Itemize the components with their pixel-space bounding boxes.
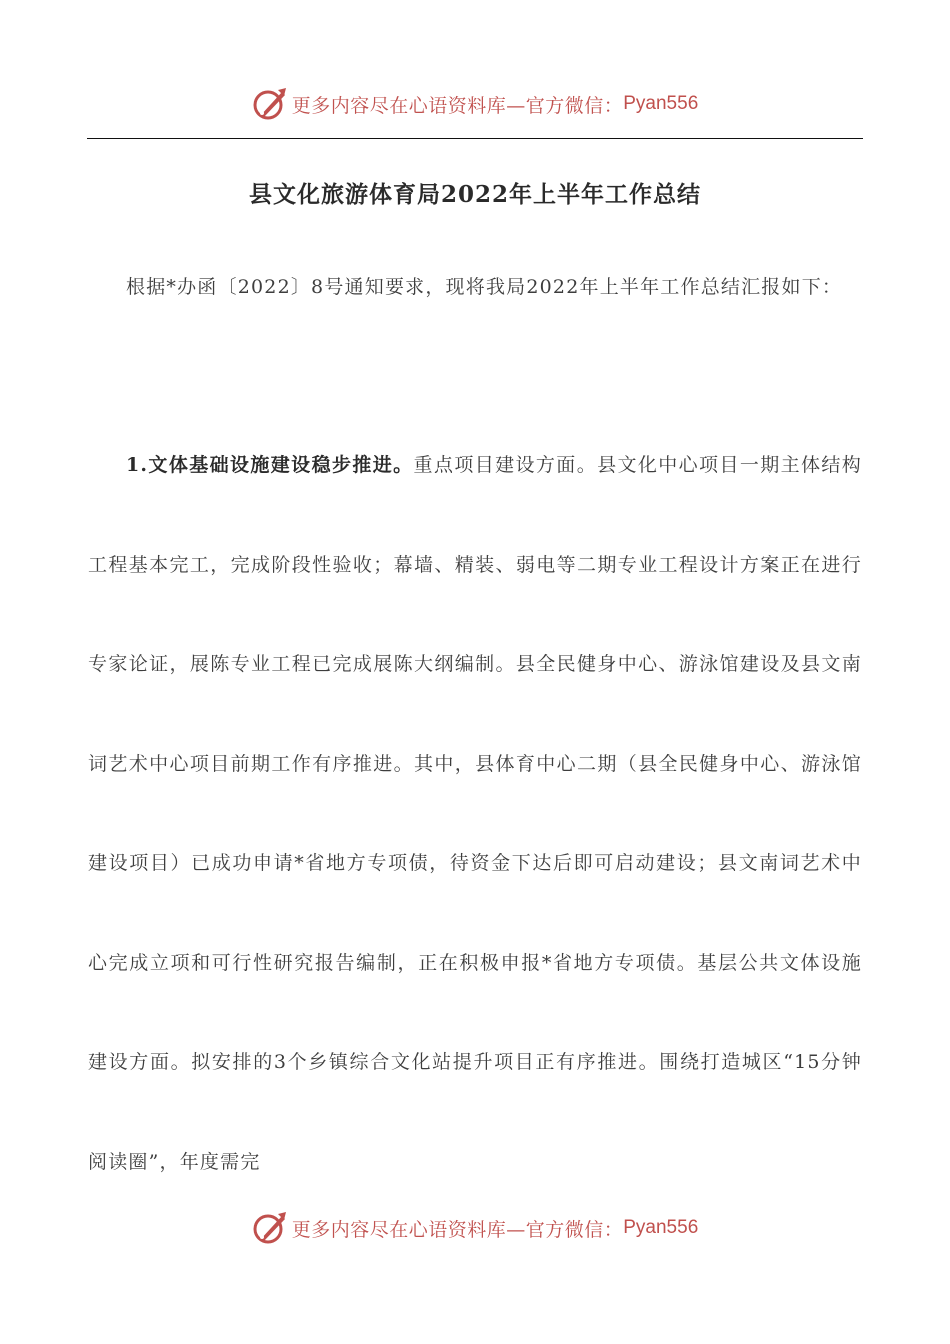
watermark-wechat-handle: Pyan556	[623, 1217, 699, 1238]
section-1-paragraph	[88, 416, 862, 1212]
document-title: 县文化旅游体育局2022年上半年工作总结	[248, 181, 701, 208]
quill-circle-logo-icon	[252, 86, 288, 122]
watermark-promo-text: 更多内容尽在心语资料库—官方微信：	[291, 1218, 624, 1241]
watermark-wechat-handle: Pyan556	[623, 93, 699, 114]
header-divider	[87, 138, 863, 139]
watermark-promo-text: 更多内容尽在心语资料库—官方微信：	[291, 94, 624, 117]
footer-watermark-banner	[0, 1206, 950, 1250]
section-1-body: 重点项目建设方面。县文化中心项目一期主体结构工程基本完工，完成阶段性验收；幕墙、精装、弱电等二期专业工程设计方案正在进行专家论证，展陈专业工程已完成展陈大纲编制。县全民健身中心、游泳馆建设及县文南词艺术中心项目前期工作有序推进。其中，县体育中心二期（县全民健身中心、游泳馆建设项目）已成功申请*省地方专项债，待资金下达后即可启动建设；县文南词艺术中心完成立项和可行性研究报告编制，正在积极申报*省地方专项债。基层公共文体设施建设方面。拟安排的3个乡镇综合文化站提升项目正有序推进。围绕打造城区“15分钟阅读圈”，年度需完	[88, 454, 862, 1173]
header-watermark-banner	[0, 82, 950, 126]
section-1-lead: 1.文体基础设施建设稳步推进。	[126, 454, 414, 476]
quill-circle-logo-icon	[252, 1210, 288, 1246]
intro-paragraph: 根据*办函〔2022〕8号通知要求，现将我局2022年上半年工作总结汇报如下：	[126, 276, 843, 298]
